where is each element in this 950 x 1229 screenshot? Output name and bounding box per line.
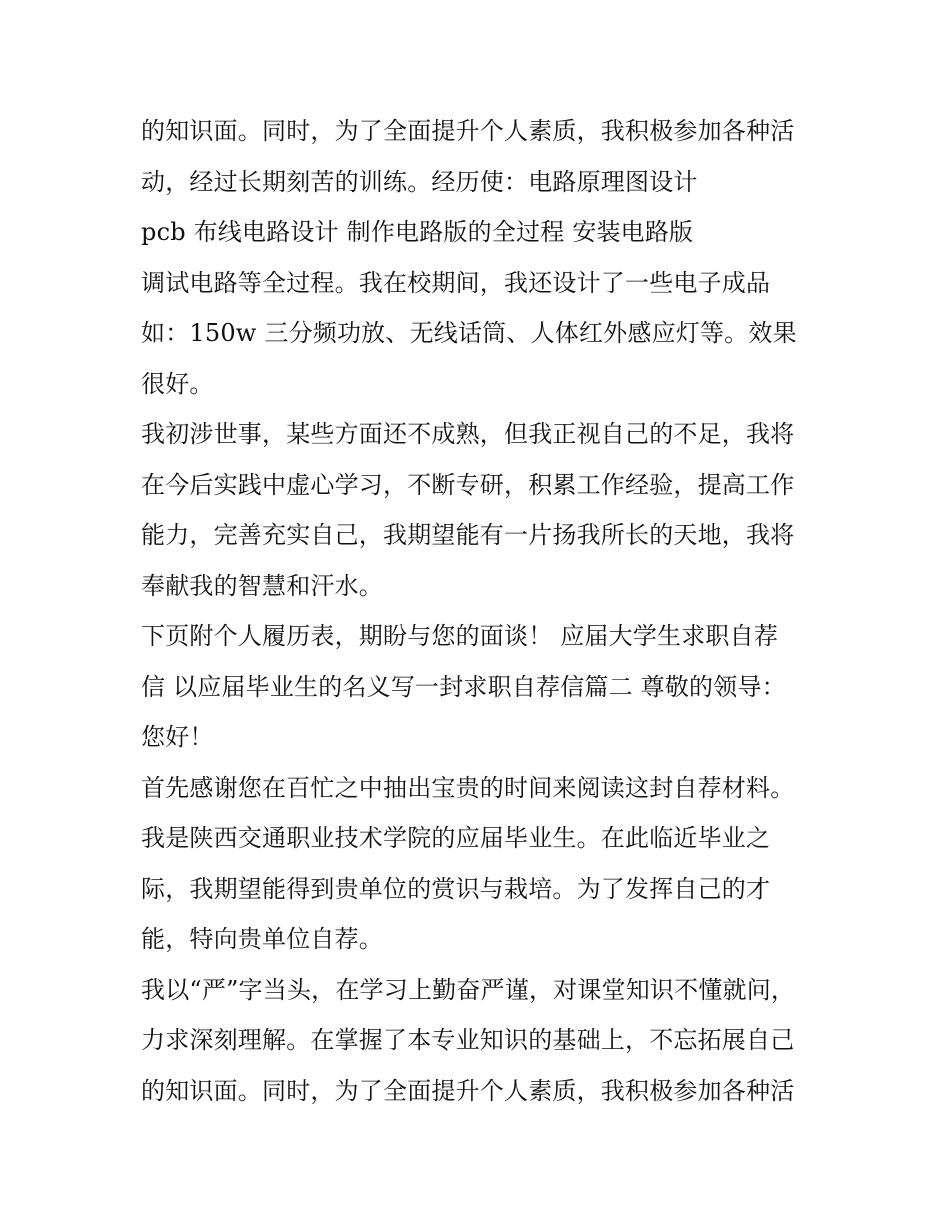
text-line: 动，经过长期刻苦的训练。经历使：电路原理图设计 [141, 167, 698, 196]
text-line: 首先感谢您在百忙之中抽出宝贵的时间来阅读这封自荐材料。 [141, 773, 795, 802]
document-body [141, 106, 821, 1116]
text-line: 奉献我的智慧和汗水。 [141, 571, 383, 600]
text-line: 力求深刻理解。在掌握了本专业知识的基础上，不忘拓展自己 [141, 1026, 795, 1054]
text-line: 我是陕西交通职业技术学院的应届毕业生。在此临近毕业之 [141, 824, 771, 852]
text-line: 际，我期望能得到贵单位的赏识与栽培。为了发挥自己的才 [141, 874, 771, 903]
text-line: 的知识面。同时，为了全面提升个人素质，我积极参加各种活 [141, 117, 795, 145]
text-line: 如：150w 三分频功放、无线话筒、人体红外感应灯等。效果 [141, 319, 797, 347]
text-line: 能力，完善充实自己，我期望能有一片扬我所长的天地，我将 [141, 521, 795, 549]
text-line: pcb 布线电路设计 制作电路版的全过程 安装电路版 [141, 218, 694, 246]
text-line: 下页附个人履历表，期盼与您的面谈！ 应届大学生求职自荐 [141, 622, 779, 650]
text-line: 调试电路等全过程。我在校期间，我还设计了一些电子成品 [141, 268, 771, 297]
text-line: 的知识面。同时，为了全面提升个人素质，我积极参加各种活 [141, 1076, 795, 1105]
text-line: 您好！ [141, 723, 214, 751]
text-line: 我初涉世事，某些方面还不成熟，但我正视自己的不足，我将 [141, 420, 795, 448]
text-line: 在今后实践中虚心学习，不断专研，积累工作经验，提高工作 [141, 470, 795, 499]
text-line: 能，特向贵单位自荐。 [141, 925, 383, 953]
text-line: 我以“严”字当头，在学习上勤奋严谨，对课堂知识不懂就问， [141, 975, 796, 1004]
text-line: 信 以应届毕业生的名义写一封求职自荐信篇二 尊敬的领导： [141, 672, 786, 701]
text-line: 很好。 [141, 369, 214, 398]
